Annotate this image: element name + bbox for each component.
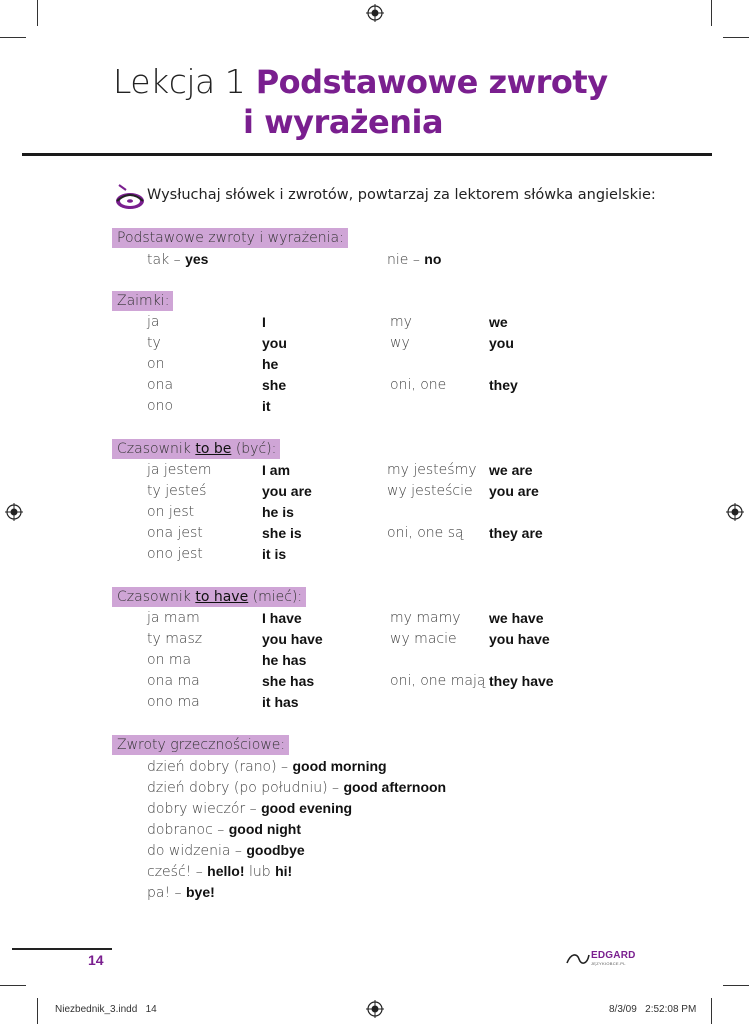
en-word: we have (489, 610, 544, 626)
separator: – (327, 780, 344, 796)
title-line-1: Podstawowe zwroty (255, 63, 608, 101)
separator: – (230, 843, 247, 859)
pl-word: ono jest (147, 546, 203, 562)
en-phrase: goodbye (246, 842, 305, 858)
en-word: it is (262, 546, 287, 562)
pl-word: wy (390, 335, 410, 351)
pl-word: my mamy (390, 610, 461, 626)
en-phrase: good morning (292, 758, 387, 774)
pl-word: ty (147, 335, 161, 351)
phrase-item (147, 842, 305, 859)
pl-word: nie (387, 252, 409, 268)
registration-mark-icon (5, 503, 23, 521)
en-word: you (262, 335, 287, 351)
separator: – (191, 864, 208, 880)
page-number: 14 (88, 952, 104, 968)
phrase-item (147, 758, 387, 775)
pl-word: ja jestem (147, 462, 212, 478)
en-word: she is (262, 525, 302, 541)
section-heading-courtesy: Zwroty grzecznościowe: (112, 735, 289, 755)
title-rule (22, 153, 712, 156)
lesson-label: Lekcja 1 (113, 62, 246, 101)
pl-word: oni, one mają (390, 673, 486, 689)
pl-word: ja mam (147, 610, 200, 626)
en-word: they are (489, 525, 543, 541)
pl-phrase: cześć! (147, 864, 192, 880)
crop-mark (711, 0, 712, 26)
vocab-item (147, 251, 208, 268)
pl-word: tak (147, 252, 170, 268)
file-name: Niezbednik_3.indd 14 (55, 1004, 157, 1015)
en-word: no (424, 251, 442, 267)
en-word: they have (489, 673, 554, 689)
pl-phrase: dobry wieczór (147, 801, 246, 817)
en-phrase-alt: hi! (275, 863, 293, 879)
phrase-item (147, 821, 301, 838)
en-phrase: good afternoon (343, 779, 447, 795)
en-word: we are (489, 462, 533, 478)
en-phrase: bye! (185, 884, 215, 900)
crop-mark (723, 37, 749, 38)
crop-mark (37, 0, 38, 26)
en-word: he (262, 356, 279, 372)
pl-phrase: do widzenia (147, 843, 231, 859)
title-line-2: i wyrażenia (243, 103, 444, 141)
crop-mark (723, 985, 749, 986)
en-phrase: hello! (207, 863, 245, 879)
heading-verb: to be (195, 441, 232, 457)
separator: – (245, 801, 262, 817)
logo-subtext: JĘZYKIOBCE.PL (591, 961, 626, 966)
pl-word: ty jesteś (147, 483, 207, 499)
footer-rule (12, 948, 112, 950)
section-heading-to-be (112, 439, 280, 459)
pl-word: oni, one (390, 377, 447, 393)
registration-mark-icon (366, 1000, 384, 1018)
separator: – (276, 759, 293, 775)
heading-prefix: Czasownik (117, 589, 191, 605)
en-word: it (262, 398, 271, 414)
en-word: she has (262, 673, 315, 689)
pl-phrase: pa! (147, 885, 171, 901)
en-word: yes (185, 251, 209, 267)
registration-mark-icon (726, 503, 744, 521)
pl-word: my (390, 314, 412, 330)
pl-phrase: dzień dobry (rano) (147, 759, 277, 775)
crop-mark (0, 985, 26, 986)
en-word: I am (262, 462, 291, 478)
registration-mark-icon (366, 4, 384, 22)
en-word: you are (489, 483, 539, 499)
pl-word: my jesteśmy (387, 462, 477, 478)
separator: – (170, 885, 186, 901)
pl-word: ona ma (147, 673, 200, 689)
pl-word: on ma (147, 652, 192, 668)
logo-mark-icon (565, 951, 591, 967)
pl-word: oni, one są (387, 525, 464, 541)
instruction-text: Wysłuchaj słówek i zwrotów, powtarzaj za lektorem słówka angielskie: (147, 187, 656, 203)
phrase-item (147, 863, 292, 880)
separator: – (408, 252, 425, 268)
vocab-item (387, 251, 441, 268)
logo-text: EDGARD (591, 950, 636, 961)
pl-word: ona (147, 377, 174, 393)
en-word: you have (489, 631, 550, 647)
en-word: he is (262, 504, 294, 520)
en-word: you have (262, 631, 323, 647)
heading-prefix: Czasownik (117, 441, 191, 457)
pl-word: ty masz (147, 631, 203, 647)
pl-word: on jest (147, 504, 195, 520)
conjunction: lub (244, 864, 276, 880)
en-phrase: good evening (261, 800, 353, 816)
en-word: it has (262, 694, 299, 710)
separator: – (169, 252, 186, 268)
en-word: she (262, 377, 287, 393)
heading-suffix: (mieć): (252, 589, 303, 605)
pl-word: wy macie (390, 631, 457, 647)
en-word: they (489, 377, 518, 393)
pl-word: wy jesteście (387, 483, 473, 499)
en-word: I (262, 314, 266, 330)
pl-phrase: dzień dobry (po południu) (147, 780, 328, 796)
en-word: he has (262, 652, 307, 668)
crop-mark (711, 998, 712, 1024)
crop-mark (37, 998, 38, 1024)
en-phrase: good night (228, 821, 302, 837)
heading-verb: to have (195, 589, 249, 605)
en-word: you are (262, 483, 312, 499)
crop-mark (0, 37, 26, 38)
pl-phrase: dobranoc (147, 822, 213, 838)
en-word: we (489, 314, 508, 330)
section-heading-to-have (112, 587, 306, 607)
cd-audio-icon (113, 181, 145, 211)
page-title (113, 62, 673, 141)
en-word: I have (262, 610, 302, 626)
en-word: you (489, 335, 514, 351)
publisher-logo (565, 949, 645, 969)
pl-word: ja (147, 314, 160, 330)
phrase-item (147, 884, 215, 901)
heading-suffix: (być): (235, 441, 277, 457)
pl-word: on (147, 356, 165, 372)
section-heading-basic: Podstawowe zwroty i wyrażenia: (112, 228, 348, 248)
pl-word: ona jest (147, 525, 203, 541)
phrase-item (147, 800, 352, 817)
timestamp: 8/3/09 2:52:08 PM (609, 1004, 697, 1015)
pl-word: ono (147, 398, 174, 414)
pl-word: ono ma (147, 694, 200, 710)
section-heading-pronouns: Zaimki: (112, 291, 173, 311)
phrase-item (147, 779, 446, 796)
separator: – (212, 822, 229, 838)
